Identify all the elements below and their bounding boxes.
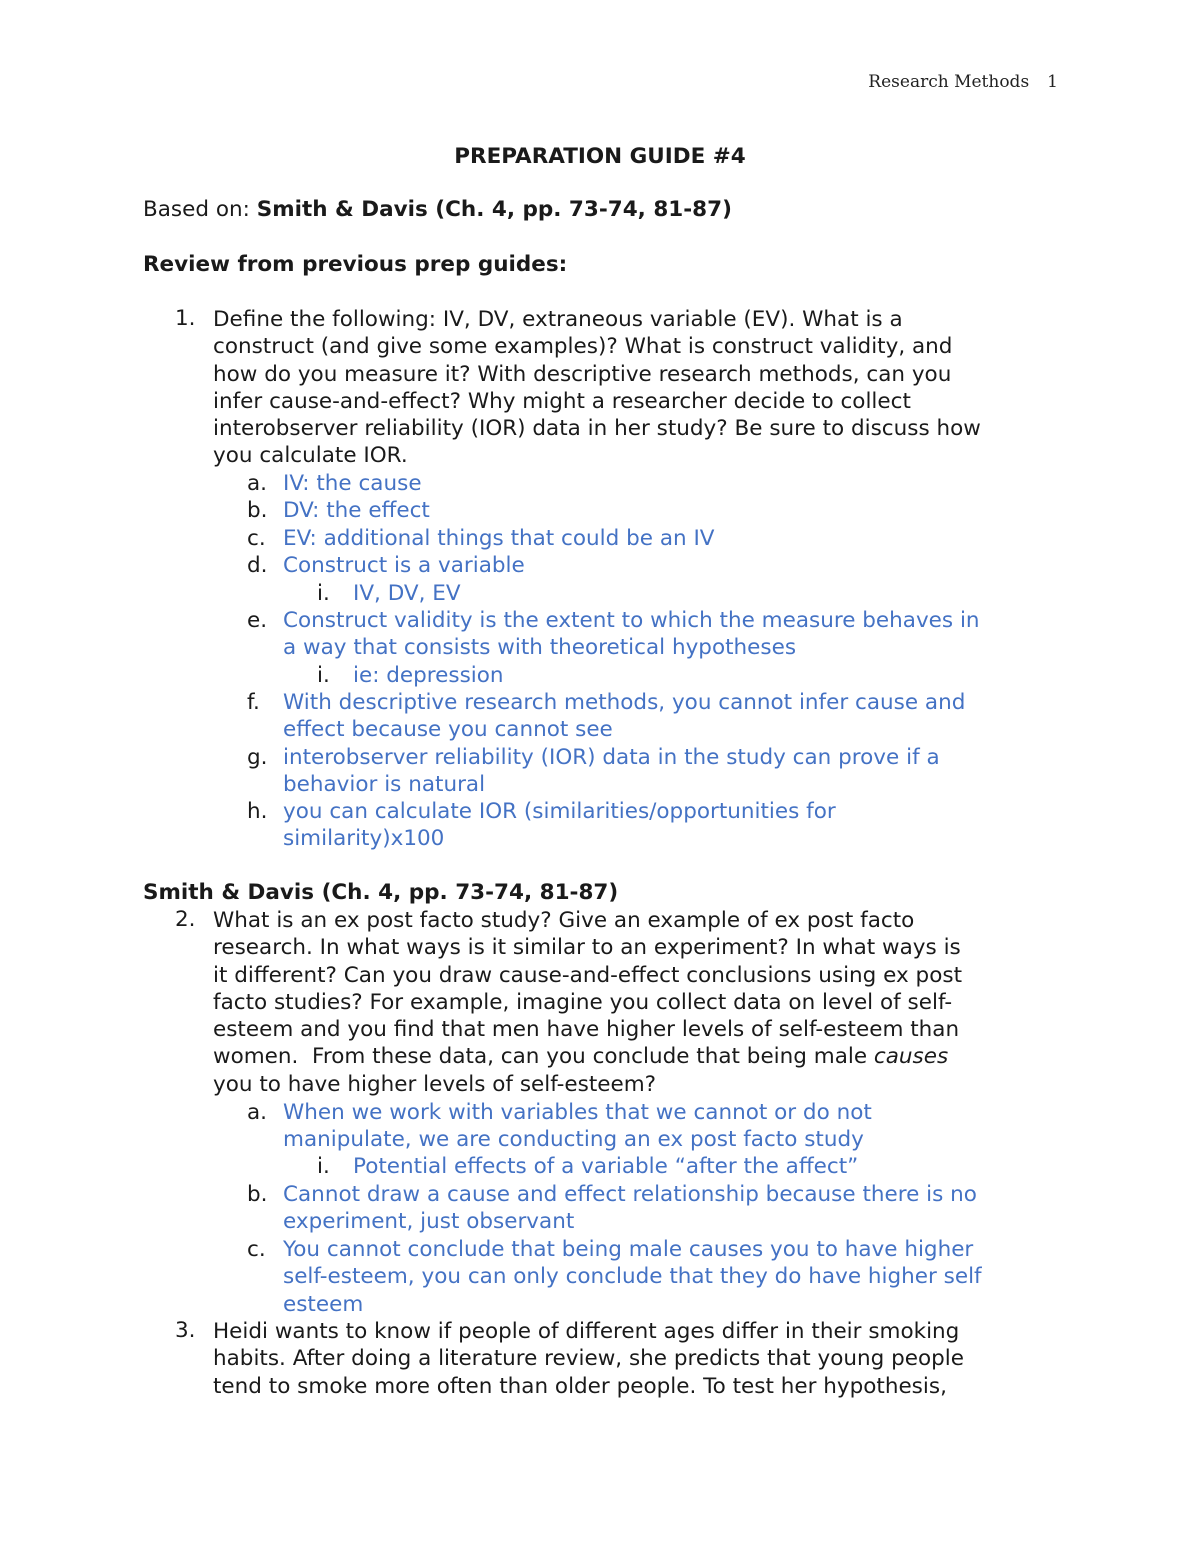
answer-label: b. [247,498,268,523]
answer-line: Cannot draw a cause and effect relationship because there is no [283,1182,977,1207]
based-on-source: Smith & Davis (Ch. 4, pp. 73-74, 81-87) [256,197,732,222]
q1-line: how do you measure it? With descriptive research methods, can you [213,361,952,387]
q3-line: tend to smoke more often than older people. To test her hypothesis, [213,1373,947,1399]
answer-line: Construct is a variable [283,553,525,578]
q2-line: What is an ex post facto study? Give an example of ex post facto [213,908,915,933]
question-2-text [213,907,1073,1098]
q1-line: Define the following: IV, DV, extraneous variable (EV). What is a [213,307,903,332]
q1-line: construct (and give some examples)? What is construct validity, and [213,334,953,360]
q2-line: it different? Can you draw cause-and-effect conclusions using ex post [213,962,962,988]
q1-line: infer cause-and-effect? Why might a researcher decide to collect [213,388,911,414]
answer-label: h. [247,799,268,824]
answer-line: similarity)x100 [283,826,445,852]
question-3-number: 3. [175,1318,196,1343]
question-1-text [213,306,1073,470]
answer-line: experiment, just observant [283,1209,575,1235]
answer-sub-text: IV, DV, EV [353,581,461,606]
answer-label: b. [247,1182,268,1207]
answer-sub-text: Potential effects of a variable “after the affect” [353,1154,859,1179]
answer-line: behavior is natural [283,772,486,798]
question-1-number: 1. [175,306,196,331]
answer-line: EV: additional things that could be an IV [283,526,715,551]
q3-line: Heidi wants to know if people of different ages differ in their smoking [213,1319,960,1344]
q2-line-text: women. From these data, can you conclude that being male [213,1044,874,1070]
answer-label: a. [247,1100,268,1125]
section-2-heading: Smith & Davis (Ch. 4, pp. 73-74, 81-87) [143,880,619,905]
q2-line: facto studies? For example, imagine you collect data on level of self- [213,989,953,1015]
answer-line: When we work with variables that we cannot or do not [283,1100,872,1125]
answer-label: a. [247,471,268,496]
answer-line: you can calculate IOR (similarities/opportunities for [283,799,836,824]
running-header [868,72,1058,92]
answer-line: IV: the cause [283,471,422,496]
answer-sub-label: i. [317,1154,330,1179]
answer-line: With descriptive research methods, you cannot infer cause and [283,690,966,715]
answer-sub-label: i. [317,663,330,688]
answer-line: interobserver reliability (IOR) data in the study can prove if a [283,745,940,770]
page-number: 1 [1047,72,1058,92]
review-heading: Review from previous prep guides: [143,252,568,277]
answer-line: manipulate, we are conducting an ex post facto study [283,1127,864,1153]
answer-line: self-esteem, you can only conclude that they do have higher self [283,1264,982,1290]
answer-line: Construct validity is the extent to which the measure behaves in [283,608,980,633]
based-on-label: Based on: [143,197,250,222]
answer-label: f. [247,690,260,715]
answer-label: c. [247,1237,266,1262]
q2-line: you to have higher levels of self-esteem? [213,1071,657,1097]
document-title: PREPARATION GUIDE #4 [454,144,746,169]
answer-label: e. [247,608,268,633]
answer-label: c. [247,526,266,551]
answer-sub-text: ie: depression [353,663,504,688]
answer-sub-label: i. [317,581,330,606]
answer-line: effect because you cannot see [283,717,613,743]
question-3-text [213,1318,1073,1400]
answer-line: a way that consists with theoretical hypotheses [283,635,797,661]
answer-line: esteem [283,1291,364,1317]
question-2-number: 2. [175,907,196,932]
based-on-line [143,197,732,222]
q2-line: research. In what ways is it similar to an experiment? In what ways is [213,935,961,961]
running-head-title: Research Methods [868,72,1030,92]
q1-line: you calculate IOR. [213,443,408,469]
answer-line: DV: the effect [283,498,430,523]
answer-line: You cannot conclude that being male causes you to have higher [283,1237,974,1262]
q2-italic-word: causes [873,1044,949,1070]
answer-label: g. [247,745,268,770]
q1-line: interobserver reliability (IOR) data in her study? Be sure to discuss how [213,416,981,442]
q2-line [213,1043,1073,1070]
q2-line: esteem and you find that men have higher levels of self-esteem than [213,1017,960,1043]
q3-line: habits. After doing a literature review, she predicts that young people [213,1346,964,1372]
answer-label: d. [247,553,268,578]
